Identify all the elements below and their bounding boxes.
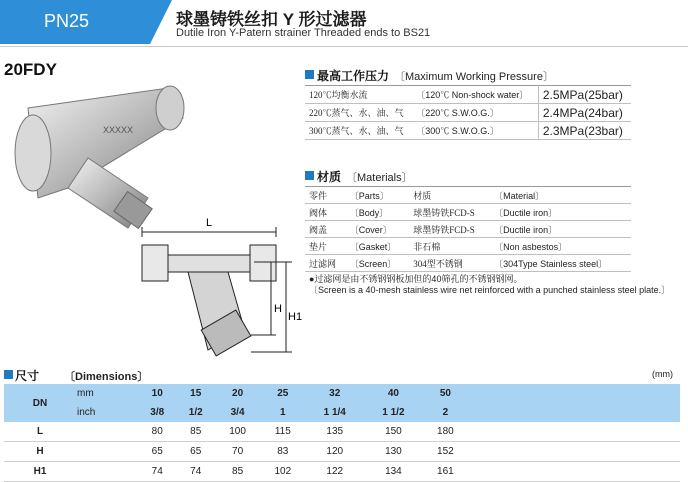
dimension-value: 83 — [260, 442, 305, 462]
pressure-value: 2.3MPa(23bar) — [538, 122, 631, 140]
pressure-table — [305, 85, 631, 140]
pressure-row — [305, 122, 631, 140]
pressure-condition-cn: 120℃均衡水流 — [305, 86, 412, 104]
dn-inch: 1 — [280, 407, 286, 418]
materials-row — [305, 221, 631, 238]
dimension-value: 65 — [138, 442, 176, 462]
dimension-value: 120 — [305, 442, 364, 462]
part-header: 零件 — [305, 187, 346, 204]
part-name-en: 〔Screen〕 — [346, 255, 409, 272]
pressure-value: 2.5MPa(25bar) — [538, 86, 631, 104]
dimensions-table — [4, 384, 680, 482]
part-name: 垫片 — [305, 238, 346, 255]
material-name-en: 〔Non asbestos〕 — [490, 238, 631, 255]
material-name: 非石棉 — [409, 238, 490, 255]
header-divider — [0, 46, 688, 47]
dimension-value: 70 — [215, 442, 260, 462]
dimensions-inch-row — [4, 403, 680, 422]
part-name-en: 〔Body〕 — [346, 204, 409, 221]
material-name-en: 〔Ductile iron〕 — [490, 204, 631, 221]
dimension-value: 100 — [215, 422, 260, 442]
dimension-value: 102 — [260, 462, 305, 482]
pressure-condition-en: 〔120℃ Non-shock water〕 — [412, 86, 538, 104]
dn-inch: 1 1/2 — [382, 407, 405, 418]
materials-row — [305, 204, 631, 221]
dimension-drawing — [136, 200, 306, 370]
dimensions-row — [4, 462, 680, 482]
dimension-value: 85 — [215, 462, 260, 482]
pressure-row — [305, 86, 631, 104]
dimension-value: 180 — [423, 422, 468, 442]
screen-note-cn: ●过滤网是由不锈钢钢板加但的40筛孔的不锈钢钢网。 — [309, 274, 523, 284]
dn-mm: 50 — [439, 388, 451, 399]
dimension-label: H — [4, 442, 76, 462]
dn-inch: 1/2 — [188, 407, 203, 418]
pressure-row — [305, 104, 631, 122]
pressure-section-marker — [305, 70, 314, 79]
materials-header-row — [305, 187, 631, 204]
pressure-condition-cn: 300℃蒸气、水、油、气 — [305, 122, 412, 140]
pressure-condition-en: 〔220℃ S.W.O.G.〕 — [412, 104, 538, 122]
materials-section-title-en: 〔Materials〕 — [346, 172, 413, 184]
part-name: 阀盖 — [305, 221, 346, 238]
part-name-en: 〔Gasket〕 — [346, 238, 409, 255]
label-h1: H1 — [288, 311, 303, 323]
inch-label: inch — [77, 407, 96, 418]
part-header-en: 〔Parts〕 — [346, 187, 409, 204]
material-name-en: 〔304Type Stainless steel〕 — [490, 255, 631, 272]
dimensions-mm-row — [4, 384, 680, 403]
dn-mm: 32 — [329, 388, 341, 399]
dimension-value: 85 — [176, 422, 214, 442]
dn-inch: 1 1/4 — [323, 407, 346, 418]
materials-row — [305, 238, 631, 255]
dimensions-unit: (mm) — [652, 369, 673, 379]
dimension-value: 134 — [364, 462, 423, 482]
dimension-label: L — [4, 422, 76, 442]
material-header: 材质 — [409, 187, 490, 204]
dn-mm: 40 — [387, 388, 399, 399]
pressure-section-title-en: 〔Maximum Working Pressure〕 — [394, 71, 554, 83]
pressure-section-title: 最高工作压力 — [317, 69, 390, 83]
dn-label: DN — [32, 397, 48, 409]
dn-mm: 25 — [277, 388, 289, 399]
pressure-class: PN25 — [44, 11, 90, 31]
dimension-value: 150 — [364, 422, 423, 442]
material-name: 球墨铸铁FCD-S — [409, 204, 490, 221]
dimensions-section-marker — [4, 370, 13, 379]
material-name: 304型不锈钢 — [409, 255, 490, 272]
dn-mm: 10 — [151, 388, 163, 399]
dimensions-section-title: 尺寸 — [15, 369, 40, 383]
materials-section-marker — [305, 171, 314, 180]
dimension-value: 135 — [305, 422, 364, 442]
material-header-en: 〔Material〕 — [490, 187, 631, 204]
dimension-value: 80 — [138, 422, 176, 442]
screen-note-en: 〔Screen is a 40-mesh stainless wire net reinforced with a punched stainless steel plate.〕 — [309, 285, 671, 295]
mm-label: mm — [77, 388, 94, 399]
pressure-condition-en: 〔300℃ S.W.O.G.〕 — [412, 122, 538, 140]
material-name: 球墨铸铁FCD-S — [409, 221, 490, 238]
dimension-value: 74 — [176, 462, 214, 482]
dimension-value: 65 — [176, 442, 214, 462]
dimension-label: H1 — [4, 462, 76, 482]
materials-section-title: 材质 — [317, 170, 342, 184]
pressure-condition-cn: 220℃蒸气、水、油、气 — [305, 104, 412, 122]
dimension-value: 74 — [138, 462, 176, 482]
svg-text:XXXXX: XXXXX — [103, 125, 134, 135]
part-name: 过滤网 — [305, 255, 346, 272]
dimension-value: 130 — [364, 442, 423, 462]
page-subtitle: Dutile Iron Y-Patern strainer Threaded ends to BS21 — [176, 27, 431, 39]
dimension-value: 152 — [423, 442, 468, 462]
pressure-value: 2.4MPa(24bar) — [538, 104, 631, 122]
dimensions-section-title-en: 〔Dimensions〕 — [64, 371, 149, 383]
dn-mm: 15 — [190, 388, 202, 399]
page-title: 球墨铸铁丝扣 Y 形过滤器 — [176, 10, 367, 29]
materials-table — [305, 186, 631, 272]
materials-row — [305, 255, 631, 272]
dimension-value: 122 — [305, 462, 364, 482]
label-h: H — [274, 303, 282, 315]
part-name-en: 〔Cover〕 — [346, 221, 409, 238]
dimension-value: 115 — [260, 422, 305, 442]
dn-inch: 3/4 — [230, 407, 245, 418]
model-number: 20FDY — [4, 60, 57, 79]
part-name: 阀体 — [305, 204, 346, 221]
dimensions-row — [4, 422, 680, 442]
dimensions-row — [4, 442, 680, 462]
dn-inch: 2 — [442, 407, 449, 418]
material-name-en: 〔Ductile iron〕 — [490, 221, 631, 238]
dimension-value: 161 — [423, 462, 468, 482]
label-l: L — [206, 217, 213, 229]
dn-inch: 3/8 — [150, 407, 165, 418]
dn-mm: 20 — [232, 388, 244, 399]
